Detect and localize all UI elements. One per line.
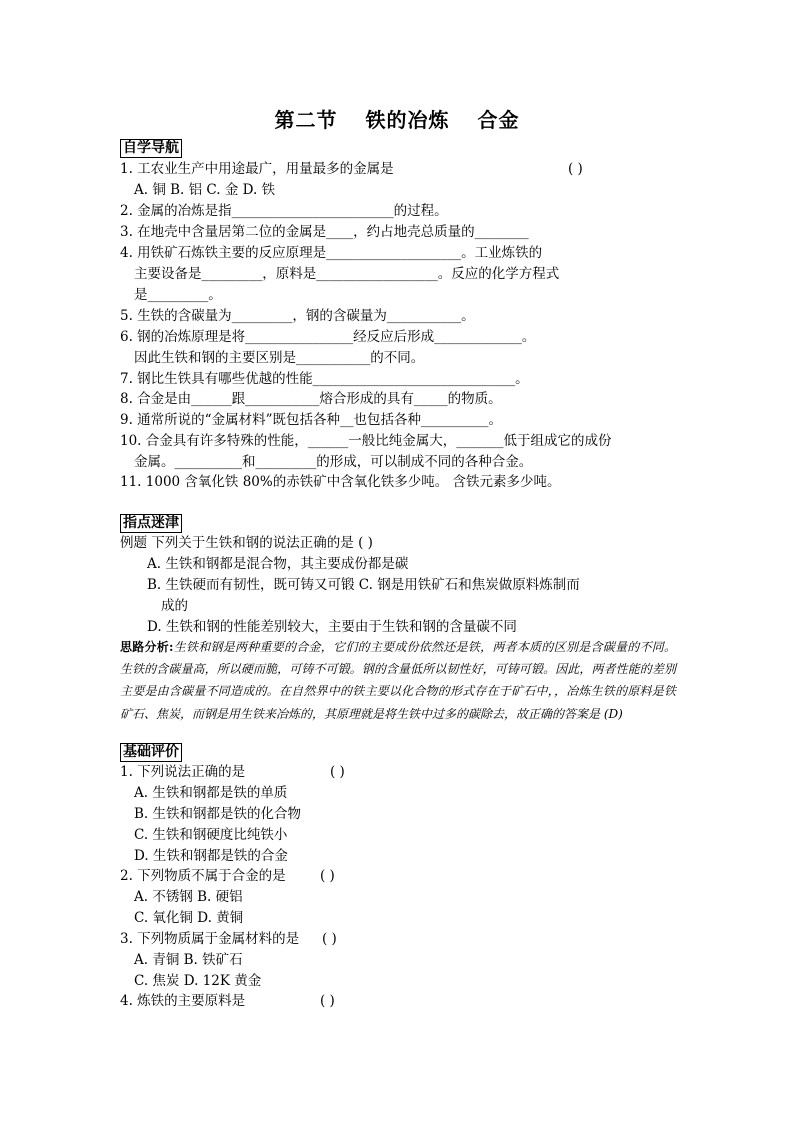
question-line: 8. 合金是由______跟___________熔合形成的具有_____的物质。	[120, 391, 502, 407]
analysis-label: 思路分析:	[120, 640, 174, 654]
option-line: B. 生铁硬而有韧性，既可铸又可锻 C. 钢是用铁矿石和焦炭做原料炼制而	[147, 577, 580, 593]
question-line: 6. 钢的冶炼原理是将________________经反应后形成_____________。	[120, 329, 536, 345]
question-line-cont: 是_________。	[134, 287, 222, 303]
section-heading-basic-evaluation: 基础评价	[120, 743, 182, 762]
option-line: C. 焦炭 D. 12K 黄金	[134, 973, 262, 989]
title-part-section: 第二节	[274, 108, 338, 132]
section-heading-guidance: 指点迷津	[120, 514, 182, 533]
option-line: A. 生铁和钢都是混合物，其主要成份都是碳	[147, 556, 409, 572]
question-line: 4. 炼铁的主要原料是	[120, 993, 246, 1009]
answer-parenthesis: ( )	[330, 764, 345, 780]
analysis-paragraph	[120, 636, 676, 725]
option-line: C. 生铁和钢硬度比纯铁小	[134, 827, 288, 843]
question-line: 5. 生铁的含碳量为_________，钢的含碳量为___________。	[120, 308, 475, 324]
option-line: A. 不锈钢 B. 硬铝	[134, 889, 243, 905]
question-line-cont: 金属。__________和_________的形成，可以制成不同的各种合金。	[134, 454, 533, 470]
section-heading-self-study: 自学导航	[120, 139, 182, 158]
question-line: 2. 金属的冶炼是指________________________的过程。	[120, 203, 448, 219]
answer-parenthesis: ( )	[568, 161, 583, 177]
question-line: 3. 在地壳中含量居第二位的金属是____，约占地壳总质量的________	[120, 224, 529, 240]
title-part-topic: 铁的冶炼	[365, 108, 450, 132]
question-line: 2. 下列物质不属于合金的是	[120, 868, 286, 884]
option-line-cont: 成的	[161, 598, 188, 614]
example-question: 例题 下列关于生铁和钢的说法正确的是 ( )	[120, 535, 373, 551]
analysis-text: 生铁和钢是两种重要的合金，它们的主要成份依然还是铁，两者本质的区别是含碳量的不同。生铁的含碳量高，所以硬而脆，可铸不可锻。钢的含量低所以韧性好，可铸可锻。因此，两者性能的差别主要是由含碳量不同造成的。在自然界中的铁主要以化合物的形式存在于矿石中，，冶炼生铁的原料是铁矿石、焦炭，而钢是用生铁来冶炼的，其原理就是将生铁中过多的碳除去，故正确的答案是 (D)	[120, 640, 676, 721]
option-line: D. 生铁和钢的性能差别较大，主要由于生铁和钢的含量碳不同	[147, 619, 517, 635]
question-line-cont: 因此生铁和钢的主要区别是___________的不同。	[134, 350, 425, 366]
question-line-cont: 主要设备是_________，原料是__________________。反应的化学方程式	[134, 266, 560, 282]
question-line: 7. 钢比生铁具有哪些优越的性能______________________________。	[120, 371, 529, 387]
answer-parenthesis: ( )	[320, 868, 335, 884]
question-line: 1. 工农业生产中用途最广，用量最多的金属是	[120, 161, 394, 177]
question-line: 11. 1000 含氧化铁 80%的赤铁矿中含氧化铁多少吨。 含铁元素多少吨。	[120, 474, 561, 490]
question-line: 10. 合金具有许多特殊的性能，______一般比纯金属大，_______低于组成它的成份	[120, 433, 612, 449]
answer-parenthesis: ( )	[320, 993, 335, 1009]
option-line: B. 生铁和钢都是铁的化合物	[134, 806, 302, 822]
question-line: 9. 通常所说的“金属材料”既包括各种__也包括各种__________。	[120, 412, 502, 428]
answer-parenthesis: ( )	[322, 931, 337, 947]
title-part-alloy: 合金	[477, 108, 520, 132]
option-line: A. 铜 B. 铝 C. 金 D. 铁	[134, 182, 276, 198]
option-line: A. 生铁和钢都是铁的单质	[134, 785, 288, 801]
option-line: A. 青铜 B. 铁矿石	[134, 952, 243, 968]
question-line: 3. 下列物质属于金属材料的是	[120, 931, 300, 947]
option-line: C. 氧化铜 D. 黄铜	[134, 910, 244, 926]
question-line: 4. 用铁矿石炼铁主要的反应原理是____________________。工业炼铁的	[120, 245, 543, 261]
page-title	[0, 104, 794, 133]
option-line: D. 生铁和钢都是铁的合金	[134, 848, 288, 864]
question-line: 1. 下列说法正确的是	[120, 764, 246, 780]
